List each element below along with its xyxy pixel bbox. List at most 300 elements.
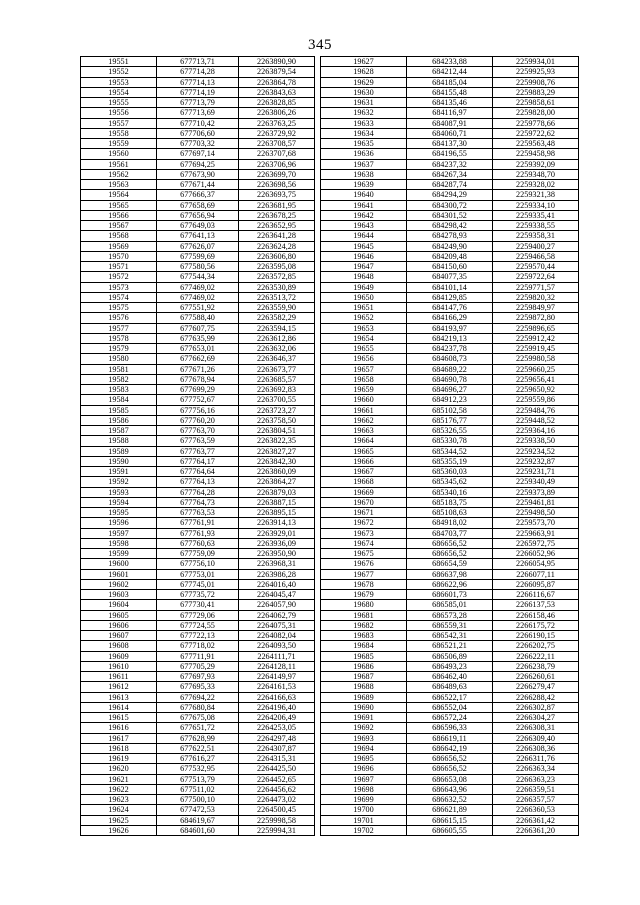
table-row — [81, 374, 315, 384]
x-coordinate-cell: 684077,35 — [407, 272, 493, 282]
table-row — [81, 210, 315, 220]
y-coordinate-cell: 2263632,06 — [239, 344, 315, 354]
x-coordinate-cell: 684233,88 — [407, 57, 493, 67]
table-row — [321, 395, 579, 405]
table-row — [321, 549, 579, 559]
y-coordinate-cell: 2263678,25 — [239, 210, 315, 220]
y-coordinate-cell: 2263673,77 — [239, 364, 315, 374]
y-coordinate-cell: 2266304,27 — [493, 713, 579, 723]
x-coordinate-cell: 684608,73 — [407, 354, 493, 364]
table-row — [321, 805, 579, 815]
x-coordinate-cell: 686653,08 — [407, 774, 493, 784]
x-coordinate-cell: 686654,59 — [407, 559, 493, 569]
x-coordinate-cell: 684150,60 — [407, 262, 493, 272]
point-number-cell: 19624 — [81, 805, 157, 815]
x-coordinate-cell: 677718,02 — [157, 641, 239, 651]
point-number-cell: 19555 — [81, 98, 157, 108]
table-row — [321, 118, 579, 128]
table-row — [81, 436, 315, 446]
x-coordinate-cell: 677580,56 — [157, 262, 239, 272]
point-number-cell: 19686 — [321, 661, 407, 671]
point-number-cell: 19641 — [321, 200, 407, 210]
y-coordinate-cell: 2263530,89 — [239, 282, 315, 292]
x-coordinate-cell: 677671,26 — [157, 364, 239, 374]
table-row — [321, 815, 579, 825]
table-row — [321, 682, 579, 692]
table-row — [321, 292, 579, 302]
table-row — [321, 538, 579, 548]
point-number-cell: 19663 — [321, 426, 407, 436]
y-coordinate-cell: 2259656,41 — [493, 374, 579, 384]
table-row — [321, 620, 579, 630]
x-coordinate-cell: 677626,07 — [157, 241, 239, 251]
point-number-cell: 19598 — [81, 538, 157, 548]
table-row — [81, 774, 315, 784]
x-coordinate-cell: 677697,14 — [157, 149, 239, 159]
point-number-cell: 19606 — [81, 620, 157, 630]
y-coordinate-cell: 2266302,87 — [493, 702, 579, 712]
x-coordinate-cell: 684278,93 — [407, 231, 493, 241]
y-coordinate-cell: 2264253,05 — [239, 723, 315, 733]
y-coordinate-cell: 2264045,47 — [239, 590, 315, 600]
x-coordinate-cell: 686572,24 — [407, 713, 493, 723]
point-number-cell: 19553 — [81, 77, 157, 87]
y-coordinate-cell: 2266357,57 — [493, 795, 579, 805]
y-coordinate-cell: 2264206,49 — [239, 713, 315, 723]
y-coordinate-cell: 2266359,51 — [493, 784, 579, 794]
point-number-cell: 19585 — [81, 405, 157, 415]
y-coordinate-cell: 2263708,57 — [239, 139, 315, 149]
y-coordinate-cell: 2264456,62 — [239, 784, 315, 794]
point-number-cell: 19676 — [321, 559, 407, 569]
y-coordinate-cell: 2259328,02 — [493, 180, 579, 190]
y-coordinate-cell: 2263936,09 — [239, 538, 315, 548]
table-row — [81, 128, 315, 138]
x-coordinate-cell: 685108,63 — [407, 508, 493, 518]
x-coordinate-cell: 684155,48 — [407, 87, 493, 97]
y-coordinate-cell: 2263641,28 — [239, 231, 315, 241]
point-number-cell: 19644 — [321, 231, 407, 241]
point-number-cell: 19620 — [81, 764, 157, 774]
table-row — [81, 743, 315, 753]
point-number-cell: 19632 — [321, 108, 407, 118]
x-coordinate-cell: 677680,84 — [157, 702, 239, 712]
x-coordinate-cell: 677753,01 — [157, 569, 239, 579]
x-coordinate-cell: 684060,71 — [407, 128, 493, 138]
point-number-cell: 19601 — [81, 569, 157, 579]
point-number-cell: 19583 — [81, 385, 157, 395]
x-coordinate-cell: 685355,19 — [407, 456, 493, 466]
y-coordinate-cell: 2259663,91 — [493, 528, 579, 538]
y-coordinate-cell: 2259466,58 — [493, 251, 579, 261]
table-row — [321, 631, 579, 641]
y-coordinate-cell: 2259335,41 — [493, 210, 579, 220]
y-coordinate-cell: 2263843,63 — [239, 87, 315, 97]
x-coordinate-cell: 677651,72 — [157, 723, 239, 733]
x-coordinate-cell: 684696,27 — [407, 385, 493, 395]
x-coordinate-cell: 686585,01 — [407, 600, 493, 610]
x-coordinate-cell: 686656,52 — [407, 549, 493, 559]
table-row — [321, 610, 579, 620]
y-coordinate-cell: 2264166,63 — [239, 692, 315, 702]
y-coordinate-cell: 2259338,55 — [493, 221, 579, 231]
table-row — [81, 108, 315, 118]
x-coordinate-cell: 677759,09 — [157, 549, 239, 559]
table-row — [81, 190, 315, 200]
x-coordinate-cell: 677752,67 — [157, 395, 239, 405]
table-row — [81, 77, 315, 87]
y-coordinate-cell: 2259340,49 — [493, 477, 579, 487]
x-coordinate-cell: 677673,90 — [157, 169, 239, 179]
y-coordinate-cell: 2259778,66 — [493, 118, 579, 128]
point-number-cell: 19556 — [81, 108, 157, 118]
point-number-cell: 19688 — [321, 682, 407, 692]
table-row — [81, 815, 315, 825]
y-coordinate-cell: 2266260,61 — [493, 672, 579, 682]
point-number-cell: 19572 — [81, 272, 157, 282]
y-coordinate-cell: 2266288,42 — [493, 692, 579, 702]
y-coordinate-cell: 2263624,28 — [239, 241, 315, 251]
table-row — [321, 446, 579, 456]
point-number-cell: 19629 — [321, 77, 407, 87]
point-number-cell: 19693 — [321, 733, 407, 743]
y-coordinate-cell: 2263685,57 — [239, 374, 315, 384]
x-coordinate-cell: 677756,10 — [157, 559, 239, 569]
x-coordinate-cell: 684219,13 — [407, 333, 493, 343]
y-coordinate-cell: 2263699,70 — [239, 169, 315, 179]
point-number-cell: 19596 — [81, 518, 157, 528]
table-row — [321, 487, 579, 497]
table-row — [81, 508, 315, 518]
point-number-cell: 19690 — [321, 702, 407, 712]
y-coordinate-cell: 2259400,27 — [493, 241, 579, 251]
point-number-cell: 19630 — [321, 87, 407, 97]
y-coordinate-cell: 2263572,85 — [239, 272, 315, 282]
table-row — [81, 67, 315, 77]
point-number-cell: 19701 — [321, 815, 407, 825]
y-coordinate-cell: 2263646,37 — [239, 354, 315, 364]
y-coordinate-cell: 2259722,62 — [493, 128, 579, 138]
y-coordinate-cell: 2266361,42 — [493, 815, 579, 825]
x-coordinate-cell: 677694,22 — [157, 692, 239, 702]
y-coordinate-cell: 2264297,48 — [239, 733, 315, 743]
y-coordinate-cell: 2264082,04 — [239, 631, 315, 641]
x-coordinate-cell: 684703,77 — [407, 528, 493, 538]
table-row — [321, 374, 579, 384]
y-coordinate-cell: 2263594,15 — [239, 323, 315, 333]
x-coordinate-cell: 685326,55 — [407, 426, 493, 436]
table-row — [321, 733, 579, 743]
y-coordinate-cell: 2259858,61 — [493, 98, 579, 108]
y-coordinate-cell: 2264196,40 — [239, 702, 315, 712]
y-coordinate-cell: 2259458,98 — [493, 149, 579, 159]
point-number-cell: 19685 — [321, 651, 407, 661]
table-row — [321, 590, 579, 600]
y-coordinate-cell: 2263828,85 — [239, 98, 315, 108]
x-coordinate-cell: 677763,70 — [157, 426, 239, 436]
x-coordinate-cell: 677469,02 — [157, 282, 239, 292]
table-row — [81, 405, 315, 415]
table-row — [81, 518, 315, 528]
table-row — [81, 764, 315, 774]
point-number-cell: 19665 — [321, 446, 407, 456]
table-row — [81, 303, 315, 313]
point-number-cell: 19692 — [321, 723, 407, 733]
y-coordinate-cell: 2259820,32 — [493, 292, 579, 302]
table-row — [81, 333, 315, 343]
table-row — [321, 128, 579, 138]
y-coordinate-cell: 2264500,45 — [239, 805, 315, 815]
x-coordinate-cell: 677703,32 — [157, 139, 239, 149]
table-row — [321, 221, 579, 231]
x-coordinate-cell: 677756,16 — [157, 405, 239, 415]
point-number-cell: 19691 — [321, 713, 407, 723]
table-row — [81, 682, 315, 692]
point-number-cell: 19586 — [81, 415, 157, 425]
x-coordinate-cell: 677763,77 — [157, 446, 239, 456]
table-row — [81, 292, 315, 302]
table-row — [81, 251, 315, 261]
table-row — [321, 702, 579, 712]
table-row — [321, 518, 579, 528]
y-coordinate-cell: 2266363,23 — [493, 774, 579, 784]
table-row — [81, 313, 315, 323]
y-coordinate-cell: 2264473,02 — [239, 795, 315, 805]
table-row — [81, 610, 315, 620]
x-coordinate-cell: 684101,14 — [407, 282, 493, 292]
y-coordinate-cell: 2263914,13 — [239, 518, 315, 528]
table-row — [81, 754, 315, 764]
point-number-cell: 19698 — [321, 784, 407, 794]
y-coordinate-cell: 2266175,72 — [493, 620, 579, 630]
x-coordinate-cell: 684185,04 — [407, 77, 493, 87]
point-number-cell: 19674 — [321, 538, 407, 548]
y-coordinate-cell: 2264057,90 — [239, 600, 315, 610]
point-number-cell: 19610 — [81, 661, 157, 671]
x-coordinate-cell: 686656,52 — [407, 538, 493, 548]
table-row — [321, 559, 579, 569]
y-coordinate-cell: 2259883,29 — [493, 87, 579, 97]
y-coordinate-cell: 2266158,46 — [493, 610, 579, 620]
y-coordinate-cell: 2266308,36 — [493, 743, 579, 753]
y-coordinate-cell: 2263706,96 — [239, 159, 315, 169]
y-coordinate-cell: 2259392,09 — [493, 159, 579, 169]
point-number-cell: 19587 — [81, 426, 157, 436]
x-coordinate-cell: 685102,58 — [407, 405, 493, 415]
x-coordinate-cell: 684267,34 — [407, 169, 493, 179]
point-number-cell: 19650 — [321, 292, 407, 302]
x-coordinate-cell: 684690,78 — [407, 374, 493, 384]
y-coordinate-cell: 2263681,95 — [239, 200, 315, 210]
y-coordinate-cell: 2263950,90 — [239, 549, 315, 559]
x-coordinate-cell: 686506,89 — [407, 651, 493, 661]
point-number-cell: 19697 — [321, 774, 407, 784]
y-coordinate-cell: 2263887,15 — [239, 497, 315, 507]
y-coordinate-cell: 2259559,86 — [493, 395, 579, 405]
table-row — [81, 282, 315, 292]
x-coordinate-cell: 684193,97 — [407, 323, 493, 333]
table-row — [81, 672, 315, 682]
table-row — [321, 528, 579, 538]
table-row — [81, 528, 315, 538]
y-coordinate-cell: 2259448,52 — [493, 415, 579, 425]
point-number-cell: 19646 — [321, 251, 407, 261]
table-row — [321, 323, 579, 333]
table-row — [321, 77, 579, 87]
point-number-cell: 19574 — [81, 292, 157, 302]
point-number-cell: 19668 — [321, 477, 407, 487]
y-coordinate-cell: 2263582,29 — [239, 313, 315, 323]
y-coordinate-cell: 2266095,87 — [493, 579, 579, 589]
point-number-cell: 19687 — [321, 672, 407, 682]
x-coordinate-cell: 677761,93 — [157, 528, 239, 538]
point-number-cell: 19618 — [81, 743, 157, 753]
point-number-cell: 19615 — [81, 713, 157, 723]
y-coordinate-cell: 2263822,35 — [239, 436, 315, 446]
table-row — [81, 795, 315, 805]
x-coordinate-cell: 684147,76 — [407, 303, 493, 313]
table-row — [81, 272, 315, 282]
y-coordinate-cell: 2259563,48 — [493, 139, 579, 149]
point-number-cell: 19657 — [321, 364, 407, 374]
table-row — [321, 98, 579, 108]
table-row — [81, 661, 315, 671]
point-number-cell: 19551 — [81, 57, 157, 67]
point-number-cell: 19695 — [321, 754, 407, 764]
point-number-cell: 19672 — [321, 518, 407, 528]
point-number-cell: 19634 — [321, 128, 407, 138]
table-row — [321, 344, 579, 354]
point-number-cell: 19570 — [81, 251, 157, 261]
table-row — [321, 251, 579, 261]
point-number-cell: 19579 — [81, 344, 157, 354]
table-row — [321, 661, 579, 671]
table-row — [321, 651, 579, 661]
x-coordinate-cell: 677710,42 — [157, 118, 239, 128]
x-coordinate-cell: 677666,37 — [157, 190, 239, 200]
point-number-cell: 19662 — [321, 415, 407, 425]
point-number-cell: 19660 — [321, 395, 407, 405]
point-number-cell: 19627 — [321, 57, 407, 67]
y-coordinate-cell: 2266308,31 — [493, 723, 579, 733]
table-row — [81, 467, 315, 477]
table-row — [81, 538, 315, 548]
x-coordinate-cell: 677649,03 — [157, 221, 239, 231]
table-row — [81, 57, 315, 67]
x-coordinate-cell: 677713,79 — [157, 98, 239, 108]
y-coordinate-cell: 2263707,68 — [239, 149, 315, 159]
table-row — [321, 159, 579, 169]
point-number-cell: 19568 — [81, 231, 157, 241]
y-coordinate-cell: 2263692,83 — [239, 385, 315, 395]
point-number-cell: 19643 — [321, 221, 407, 231]
y-coordinate-cell: 2264111,71 — [239, 651, 315, 661]
table-row — [321, 672, 579, 682]
y-coordinate-cell: 2263879,03 — [239, 487, 315, 497]
x-coordinate-cell: 677764,13 — [157, 477, 239, 487]
table-row — [81, 692, 315, 702]
table-row — [81, 323, 315, 333]
table-row — [81, 139, 315, 149]
table-row — [81, 456, 315, 466]
x-coordinate-cell: 677671,44 — [157, 180, 239, 190]
table-row — [321, 282, 579, 292]
y-coordinate-cell: 2259234,52 — [493, 446, 579, 456]
point-number-cell: 19588 — [81, 436, 157, 446]
point-number-cell: 19561 — [81, 159, 157, 169]
table-row — [321, 415, 579, 425]
table-row — [81, 805, 315, 815]
table-row — [81, 364, 315, 374]
x-coordinate-cell: 677713,69 — [157, 108, 239, 118]
y-coordinate-cell: 2259232,87 — [493, 456, 579, 466]
table-row — [321, 641, 579, 651]
table-row — [81, 87, 315, 97]
y-coordinate-cell: 2263806,26 — [239, 108, 315, 118]
point-number-cell: 19563 — [81, 180, 157, 190]
table-row — [81, 241, 315, 251]
y-coordinate-cell: 2266054,95 — [493, 559, 579, 569]
x-coordinate-cell: 684087,91 — [407, 118, 493, 128]
table-row — [81, 415, 315, 425]
y-coordinate-cell: 2263864,78 — [239, 77, 315, 87]
x-coordinate-cell: 677735,72 — [157, 590, 239, 600]
x-coordinate-cell: 685176,77 — [407, 415, 493, 425]
y-coordinate-cell: 2263827,27 — [239, 446, 315, 456]
x-coordinate-cell: 686522,17 — [407, 692, 493, 702]
point-number-cell: 19609 — [81, 651, 157, 661]
y-coordinate-cell: 2266222,11 — [493, 651, 579, 661]
point-number-cell: 19664 — [321, 436, 407, 446]
table-row — [321, 774, 579, 784]
y-coordinate-cell: 2263864,27 — [239, 477, 315, 487]
table-row — [81, 159, 315, 169]
y-coordinate-cell: 2263890,90 — [239, 57, 315, 67]
y-coordinate-cell: 2264062,79 — [239, 610, 315, 620]
point-number-cell: 19677 — [321, 569, 407, 579]
x-coordinate-cell: 677763,53 — [157, 508, 239, 518]
point-number-cell: 19700 — [321, 805, 407, 815]
y-coordinate-cell: 2265972,75 — [493, 538, 579, 548]
y-coordinate-cell: 2259722,64 — [493, 272, 579, 282]
point-number-cell: 19621 — [81, 774, 157, 784]
x-coordinate-cell: 684129,85 — [407, 292, 493, 302]
y-coordinate-cell: 2259338,50 — [493, 436, 579, 446]
table-row — [321, 87, 579, 97]
point-number-cell: 19696 — [321, 764, 407, 774]
table-row — [321, 57, 579, 67]
point-number-cell: 19559 — [81, 139, 157, 149]
point-number-cell: 19577 — [81, 323, 157, 333]
y-coordinate-cell: 2259908,76 — [493, 77, 579, 87]
y-coordinate-cell: 2259994,31 — [239, 825, 315, 835]
point-number-cell: 19631 — [321, 98, 407, 108]
point-number-cell: 19565 — [81, 200, 157, 210]
table-row — [321, 149, 579, 159]
point-number-cell: 19600 — [81, 559, 157, 569]
point-number-cell: 19652 — [321, 313, 407, 323]
point-number-cell: 19645 — [321, 241, 407, 251]
coordinate-table-left — [80, 56, 315, 836]
x-coordinate-cell: 686619,11 — [407, 733, 493, 743]
x-coordinate-cell: 677628,99 — [157, 733, 239, 743]
point-number-cell: 19575 — [81, 303, 157, 313]
x-coordinate-cell: 677714,28 — [157, 67, 239, 77]
point-number-cell: 19671 — [321, 508, 407, 518]
point-number-cell: 19569 — [81, 241, 157, 251]
x-coordinate-cell: 684918,02 — [407, 518, 493, 528]
table-row — [81, 487, 315, 497]
